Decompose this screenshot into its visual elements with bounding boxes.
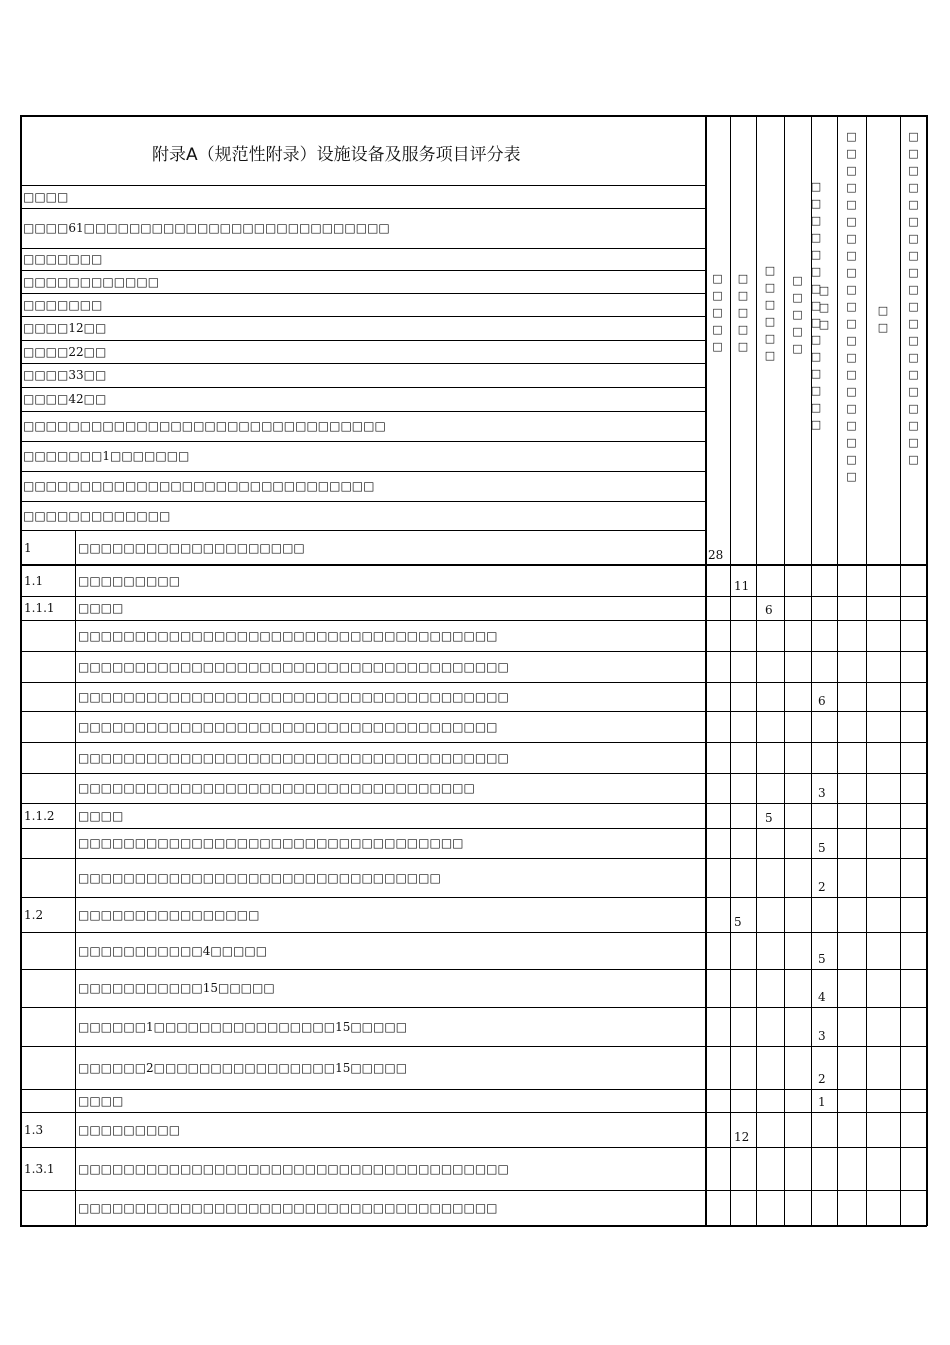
row-divider bbox=[20, 651, 927, 652]
score-item: 1 bbox=[818, 1095, 826, 1109]
header-row-divider bbox=[20, 270, 705, 271]
header-row-divider bbox=[20, 441, 705, 442]
column-header: □□□□□□□□□□□□□□□ bbox=[810, 180, 822, 431]
row-number: 1.1 bbox=[24, 573, 44, 588]
table-title: 附录A（规范性附录）设施设备及服务项目评分表 bbox=[152, 145, 521, 165]
header-row-divider bbox=[20, 411, 705, 412]
header-row-divider bbox=[20, 248, 705, 249]
column-header: □□□□□□□□□□□□□□□□□□□□ bbox=[908, 130, 919, 466]
score-subsection: 6 bbox=[765, 603, 773, 617]
row-description: □□□□□□□□□□□□□□□□□□□□□□□□□□□□□□□□□□□ bbox=[78, 781, 475, 795]
header-info-line: □□□□□□□□□□□□ bbox=[23, 274, 160, 289]
row-description: □□□□□□□□□□□□□□□□□□□□□□□□□□□□□□□□□□□□□□ bbox=[78, 1161, 509, 1176]
score-section: 11 bbox=[734, 579, 750, 593]
column-divider bbox=[784, 115, 785, 1226]
column-divider bbox=[756, 115, 757, 1226]
score-item: 5 bbox=[818, 841, 826, 855]
section-divider bbox=[20, 564, 927, 566]
header-info-line: □□□□□□□1□□□□□□□ bbox=[23, 449, 190, 463]
row-divider bbox=[20, 803, 927, 804]
row-description: □□□□□□□□□□□4□□□□□ bbox=[78, 943, 268, 958]
score-item: 2 bbox=[818, 880, 826, 894]
row-divider bbox=[20, 742, 927, 743]
number-column-divider bbox=[75, 530, 76, 1226]
row-divider bbox=[20, 1007, 927, 1008]
row-description: □□□□ bbox=[78, 1093, 124, 1108]
score-section: 5 bbox=[734, 915, 742, 929]
row-divider bbox=[20, 1046, 927, 1047]
row-description: □□□□□□□□□□□□□□□□□□□□□□□□□□□□□□□□□□□□□ bbox=[78, 1201, 498, 1215]
row-number: 1.1.1 bbox=[24, 601, 55, 615]
row-description: □□□□□□□□□ bbox=[78, 1122, 181, 1137]
row-divider bbox=[20, 969, 927, 970]
column-divider bbox=[866, 115, 867, 1226]
row-number: 1.1.2 bbox=[24, 808, 55, 823]
header-row-divider bbox=[20, 316, 705, 317]
score-section: 12 bbox=[734, 1130, 750, 1144]
column-divider bbox=[837, 115, 838, 1226]
score-item: 3 bbox=[818, 786, 826, 800]
row-description: □□□□□□□□□□□□□□□□□□□□ bbox=[78, 540, 305, 555]
row-description: □□□□□□□□□□□□□□□□□□□□□□□□□□□□□□□□□□□□□□ bbox=[78, 750, 509, 765]
column-divider bbox=[730, 115, 731, 1226]
header-row-divider bbox=[20, 185, 705, 186]
row-description: □□□□□□1□□□□□□□□□□□□□□□□15□□□□□ bbox=[78, 1019, 408, 1034]
score-subsection: 5 bbox=[765, 811, 773, 825]
row-divider bbox=[20, 1112, 927, 1113]
row-description: □□□□ bbox=[78, 601, 124, 615]
header-info-line: □□□□33□□ bbox=[23, 368, 107, 382]
score-item: 3 bbox=[818, 1029, 826, 1043]
header-info-line: □□□□□□□ bbox=[23, 297, 103, 312]
row-description: □□□□□□□□□□□□□□□□□□□□□□□□□□□□□□□□□□ bbox=[78, 836, 464, 850]
row-description: □□□□□□□□□□□□□□□□ bbox=[78, 907, 260, 922]
row-divider bbox=[20, 620, 927, 621]
row-description: □□□□□□□□□□□□□□□□□□□□□□□□□□□□□□□□□□□□□ bbox=[78, 719, 498, 734]
header-info-line: □□□□□□□□□□□□□□□□□□□□□□□□□□□□□□□□ bbox=[23, 419, 386, 433]
header-info-line: □□□□42□□ bbox=[23, 392, 107, 406]
header-info-line: □□□□61□□□□□□□□□□□□□□□□□□□□□□□□□□□ bbox=[23, 221, 390, 235]
table-border-bottom bbox=[20, 1225, 927, 1227]
header-row-divider bbox=[20, 501, 705, 502]
column-divider bbox=[705, 115, 707, 1226]
column-divider bbox=[900, 115, 901, 1226]
score-item: 4 bbox=[818, 990, 826, 1004]
header-info-line: □□□□ bbox=[23, 189, 69, 204]
row-description: □□□□□□□□□□□□□□□□□□□□□□□□□□□□□□□□□□□□□□ bbox=[78, 659, 509, 674]
row-number: 1.2 bbox=[24, 907, 44, 922]
row-divider bbox=[20, 858, 927, 859]
score-item: 2 bbox=[818, 1072, 826, 1086]
row-divider bbox=[20, 1089, 927, 1090]
header-row-divider bbox=[20, 530, 705, 531]
row-number: 1.3.1 bbox=[24, 1161, 55, 1176]
row-number: 1.3 bbox=[24, 1122, 44, 1137]
column-header: □□□□□ bbox=[737, 272, 749, 353]
row-divider bbox=[20, 932, 927, 933]
header-info-line: □□□□□□□□□□□□□□□□□□□□□□□□□□□□□□□ bbox=[23, 479, 375, 493]
header-row-divider bbox=[20, 471, 705, 472]
header-row-divider bbox=[20, 363, 705, 364]
header-info-line: □□□□22□□ bbox=[23, 344, 107, 359]
table-border-top bbox=[20, 115, 927, 117]
header-row-divider bbox=[20, 387, 705, 388]
row-description: □□□□□□□□□□□□□□□□□□□□□□□□□□□□□□□□□□□□□□ bbox=[78, 689, 509, 704]
row-description: □□□□□□□□□□□□□□□□□□□□□□□□□□□□□□□□ bbox=[78, 870, 441, 885]
header-row-divider bbox=[20, 208, 705, 209]
score-item: 6 bbox=[818, 694, 826, 708]
header-info-line: □□□□□□□ bbox=[23, 252, 103, 266]
row-divider bbox=[20, 596, 927, 597]
row-description: □□□□□□□□□□□□□□□□□□□□□□□□□□□□□□□□□□□□□ bbox=[78, 628, 498, 643]
row-divider bbox=[20, 828, 927, 829]
column-header: □□□□□ bbox=[712, 272, 723, 353]
table-border-right bbox=[926, 115, 928, 1226]
table-border-left bbox=[20, 115, 22, 1226]
column-header: □□□ bbox=[818, 284, 830, 331]
column-header: □□□□□□□□□□□□□□□□□□□□□ bbox=[846, 130, 857, 483]
row-divider bbox=[20, 711, 927, 712]
row-divider bbox=[20, 682, 927, 683]
column-header: □□□□□ bbox=[792, 274, 803, 355]
row-description: □□□□□□□□□ bbox=[78, 573, 181, 588]
row-description: □□□□ bbox=[78, 808, 124, 823]
header-row-divider bbox=[20, 340, 705, 341]
header-info-line: □□□□12□□ bbox=[23, 321, 107, 335]
row-divider bbox=[20, 1147, 927, 1148]
row-description: □□□□□□□□□□□15□□□□□ bbox=[78, 981, 275, 995]
row-divider bbox=[20, 897, 927, 898]
row-divider bbox=[20, 1190, 927, 1191]
header-row-divider bbox=[20, 293, 705, 294]
header-info-line: □□□□□□□□□□□□□ bbox=[23, 508, 171, 523]
column-header: □□ bbox=[877, 304, 889, 334]
score-total: 28 bbox=[708, 548, 724, 562]
row-number: 1 bbox=[24, 540, 32, 555]
column-header: □□□□□□ bbox=[764, 264, 776, 362]
row-divider bbox=[20, 773, 927, 774]
score-item: 5 bbox=[818, 952, 826, 966]
row-description: □□□□□□2□□□□□□□□□□□□□□□□15□□□□□ bbox=[78, 1060, 408, 1075]
